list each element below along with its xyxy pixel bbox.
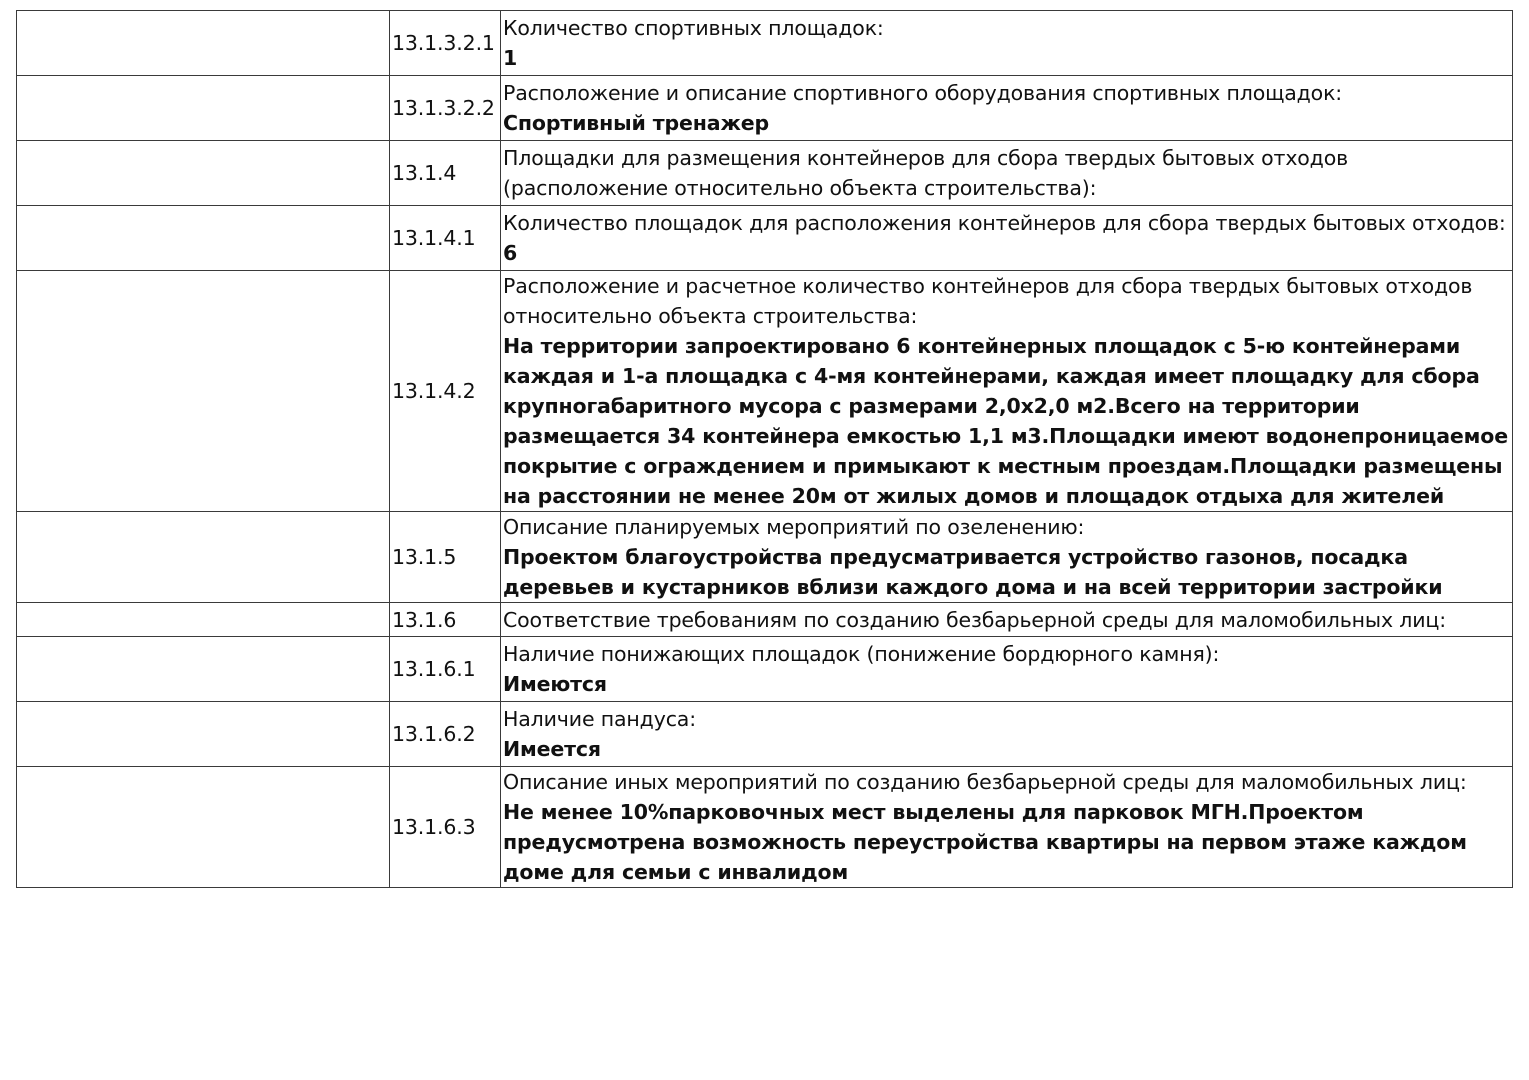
item-description xyxy=(501,702,1513,767)
item-description xyxy=(501,141,1513,206)
item-value: Спортивный тренажер xyxy=(503,111,769,135)
blank-cell xyxy=(17,603,390,637)
item-value: 1 xyxy=(503,46,518,70)
table-row xyxy=(17,271,1513,512)
item-label: Наличие понижающих площадок (понижение бордюрного камня): xyxy=(503,642,1220,666)
item-value: Имеются xyxy=(503,672,607,696)
item-description xyxy=(501,11,1513,76)
item-code: 13.1.4.1 xyxy=(390,206,501,271)
item-description xyxy=(501,512,1513,603)
blank-cell xyxy=(17,512,390,603)
item-value: Не менее 10%парковочных мест выделены для парковок МГН.Проектом предусмотрена возможность переустройства квартиры на первом этаже каждом доме для семьи с инвалидом xyxy=(503,800,1467,884)
item-description xyxy=(501,206,1513,271)
item-description xyxy=(501,76,1513,141)
item-value: 6 xyxy=(503,241,518,265)
item-label: Наличие пандуса: xyxy=(503,707,696,731)
blank-cell xyxy=(17,141,390,206)
item-label: Площадки для размещения контейнеров для сбора твердых бытовых отходов (расположение относительно объекта строительства): xyxy=(503,146,1349,200)
table-row xyxy=(17,512,1513,603)
item-label: Количество спортивных площадок: xyxy=(503,16,884,40)
blank-cell xyxy=(17,637,390,702)
table-row xyxy=(17,11,1513,76)
item-description xyxy=(501,271,1513,512)
item-label: Количество площадок для расположения контейнеров для сбора твердых бытовых отходов: xyxy=(503,211,1506,235)
table-row xyxy=(17,76,1513,141)
item-label: Соответствие требованиям по созданию безбарьерной среды для маломобильных лиц: xyxy=(503,607,1446,632)
item-label: Расположение и расчетное количество контейнеров для сбора твердых бытовых отходов относительно объекта строительства: xyxy=(503,274,1473,328)
table-row xyxy=(17,206,1513,271)
item-value: На территории запроектировано 6 контейнерных площадок с 5-ю контейнерами каждая и 1-а площадка с 4-мя контейнерами, каждая имеет площадку для сбора крупногабаритного мусора с размерами 2,0х2,0 м2.Всего на территории размещается 34 контейнера емкостью 1,1 м3.Площадки имеют водонепроницаемое покрытие с ограждением и примыкают к местным проездам.Площадки размещены на расстоянии не менее 20м от жилых домов и площадок отдыха для жителей xyxy=(503,334,1508,508)
item-code: 13.1.3.2.1 xyxy=(390,11,501,76)
item-label: Описание планируемых мероприятий по озеленению: xyxy=(503,515,1085,539)
blank-cell xyxy=(17,271,390,512)
table-row xyxy=(17,141,1513,206)
item-code: 13.1.6.2 xyxy=(390,702,501,767)
blank-cell xyxy=(17,206,390,271)
item-code: 13.1.4 xyxy=(390,141,501,206)
table-row xyxy=(17,702,1513,767)
item-description xyxy=(501,637,1513,702)
item-code: 13.1.6.3 xyxy=(390,767,501,888)
item-label: Расположение и описание спортивного оборудования спортивных площадок: xyxy=(503,81,1343,105)
item-value: Проектом благоустройства предусматривается устройство газонов, посадка деревьев и кустарников вблизи каждого дома и на всей территории застройки xyxy=(503,545,1443,599)
item-description xyxy=(501,767,1513,888)
blank-cell xyxy=(17,11,390,76)
item-code: 13.1.3.2.2 xyxy=(390,76,501,141)
table-row xyxy=(17,603,1513,637)
table-row xyxy=(17,767,1513,888)
table-row xyxy=(17,637,1513,702)
item-code: 13.1.5 xyxy=(390,512,501,603)
item-code: 13.1.6.1 xyxy=(390,637,501,702)
item-value: Имеется xyxy=(503,737,601,761)
item-code: 13.1.4.2 xyxy=(390,271,501,512)
blank-cell xyxy=(17,767,390,888)
specification-table xyxy=(16,10,1513,888)
item-label: Описание иных мероприятий по созданию безбарьерной среды для маломобильных лиц: xyxy=(503,770,1467,794)
blank-cell xyxy=(17,702,390,767)
blank-cell xyxy=(17,76,390,141)
item-code: 13.1.6 xyxy=(390,603,501,637)
item-description xyxy=(501,603,1513,637)
